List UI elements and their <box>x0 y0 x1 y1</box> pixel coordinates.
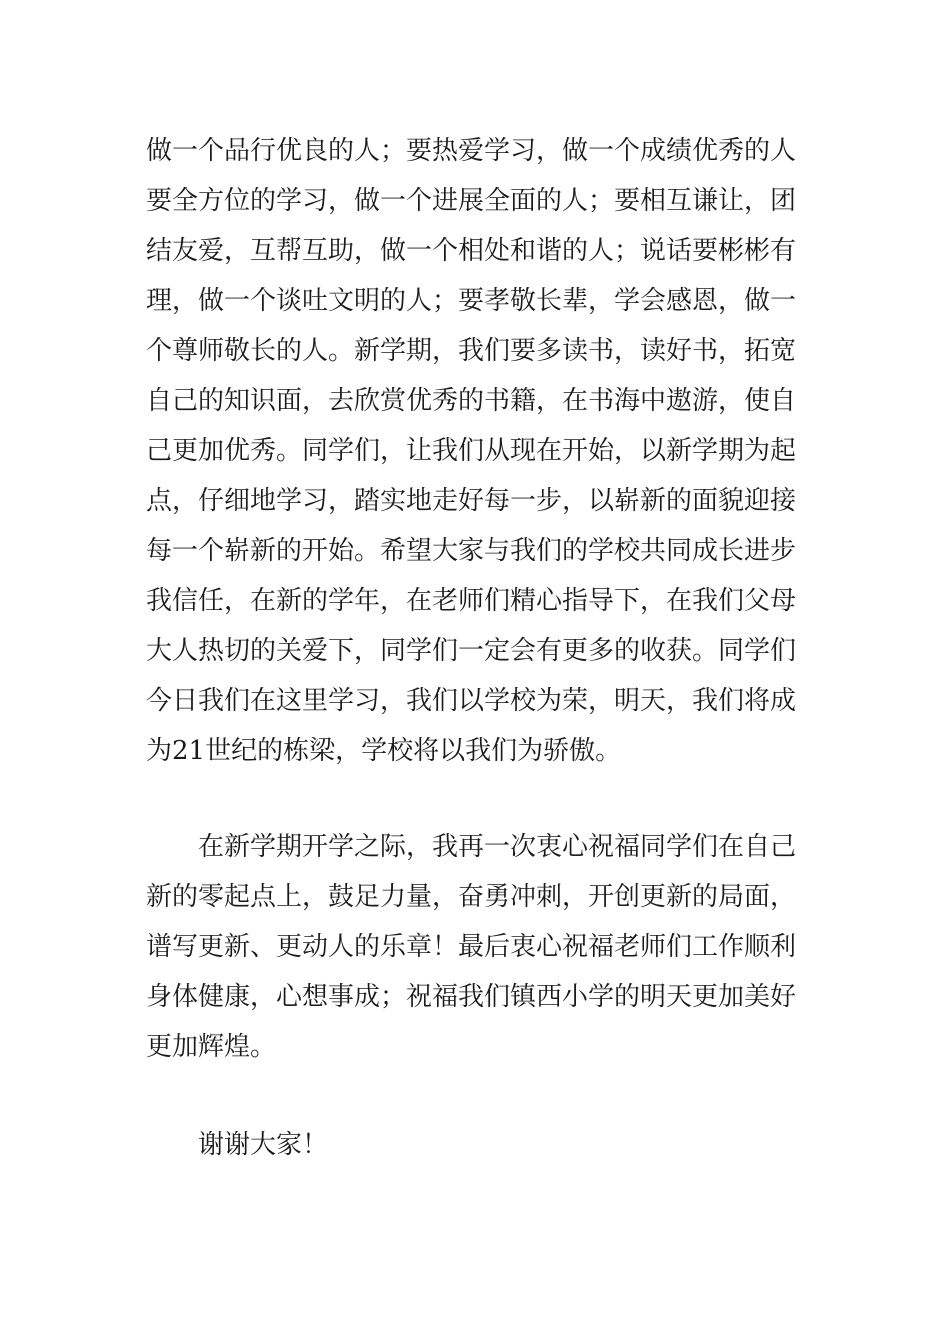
text-line: 点，仔细地学习，踏实地走好每一步，以崭新的面貌迎接 <box>146 486 797 516</box>
text-line: 己更加优秀。同学们，让我们从现在开始，以新学期为起 <box>146 436 797 466</box>
text-line: 要全方位的学习，做一个进展全面的人；要相互谦让，团 <box>146 186 797 216</box>
text-line: 每一个崭新的开始。希望大家与我们的学校共同成长进步 <box>146 536 797 566</box>
text-line: 我信任，在新的学年，在老师们精心指导下，在我们父母 <box>146 586 797 616</box>
text-line: 身体健康，心想事成；祝福我们镇西小学的明天更加美好 <box>146 982 797 1012</box>
text-line: 在新学期开学之际，我再一次衷心祝福同学们在自己 <box>198 832 797 862</box>
text-line: 结友爱，互帮互助，做一个相处和谐的人；说话要彬彬有 <box>146 236 797 266</box>
text-line: 今日我们在这里学习，我们以学校为荣，明天，我们将成 <box>146 686 797 716</box>
text-line: 个尊师敬长的人。新学期，我们要多读书，读好书，拓宽 <box>146 336 797 366</box>
text-line: 自己的知识面，去欣赏优秀的书籍，在书海中遨游，使自 <box>146 386 797 416</box>
closing-line: 谢谢大家！ <box>198 1130 329 1160</box>
text-line: 新的零起点上，鼓足力量，奋勇冲刺，开创更新的局面， <box>146 882 797 912</box>
text-line: 为21世纪的栋梁，学校将以我们为骄傲。 <box>146 736 622 766</box>
text-line: 做一个品行优良的人；要热爱学习，做一个成绩优秀的人 <box>146 136 797 166</box>
text-line: 谱写更新、更动人的乐章！最后衷心祝福老师们工作顺利 <box>146 932 797 962</box>
text-line: 理，做一个谈吐文明的人；要孝敬长辈，学会感恩，做一 <box>146 286 797 316</box>
text-line: 大人热切的关爱下，同学们一定会有更多的收获。同学们 <box>146 636 797 666</box>
text-line: 更加辉煌。 <box>146 1032 277 1062</box>
